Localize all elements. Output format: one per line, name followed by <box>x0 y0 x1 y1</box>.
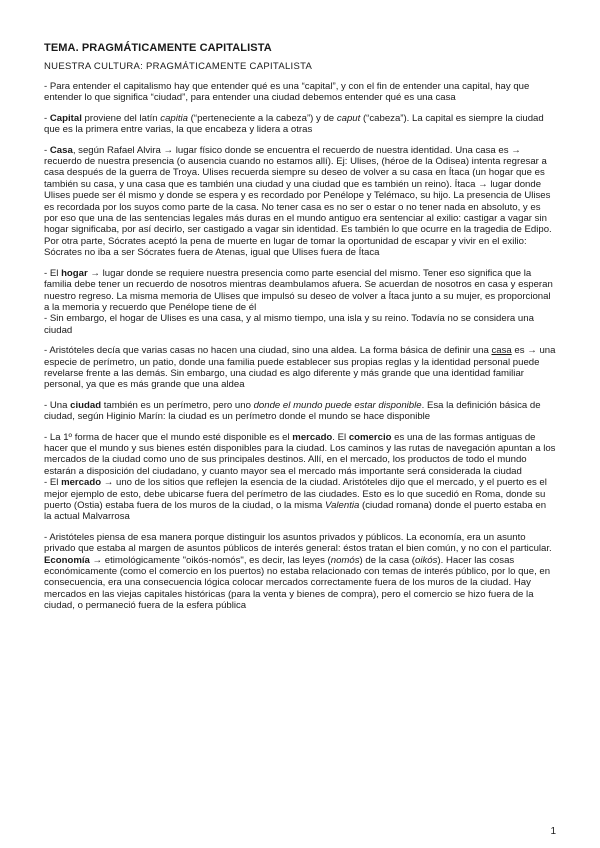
paragraph-hogar-ulises: - Sin embargo, el hogar de Ulises es una casa, y al mismo tiempo, una isla y su reino. Todavía no se considera una ciudad <box>44 313 534 336</box>
paragraph-hogar: - El hogar → lugar donde se requiere nuestra presencia como parte esencial del mismo. Tener eso significa que la familia debe tener un recuerdo de nosotros mientras deambulamos afuera. Se acuerdan de nosotros en casa y esperan nuestro regreso. La misma memoria de Ulises que impulsó su deseo de volver a Ítaca junto a su mujer, es proporcional a la memoria y recuerdo que Penélope tiene de él <box>44 267 553 313</box>
document-subtitle: NUESTRA CULTURA: PRAGMÁTICAMENTE CAPITALISTA <box>44 61 313 72</box>
term-capital: Capital <box>49 112 82 124</box>
paragraph-capital: - Capital proviene del latín capitia (“perteneciente a la cabeza”) y de caput (“cabeza”). La capital es siempre la ciudad que es la primera entre varias, la que encabeza y lidera a otras <box>44 112 544 136</box>
paragraph-economia: - Aristóteles piensa de esa manera porque distinguir los asuntos privados y públicos. La economía, era un asunto privado que estaba al margen de asuntos públicos de interés general: éstos tratan el bien común, y no con el particular. Economía → etimológicamente "oikós-nomós", es decir, las leyes (nomós) de la casa (oikós). Hacer las cosas económicamente (como el comercio en los puertos) no estaba relacionado con temas de interés público, por lo que, en consecuencia, era una consecuencia lógica colocar mercados correctamente fuera de los muros de la ciudad. Hay mercados en las viejas capitales históricas (para la venta y bienes de compra), pero el comercio se hizo fuera de la ciudad, o permaneció fuera de la esfera pública <box>44 531 552 612</box>
paragraph-ciudad: - Una ciudad también es un perímetro, pero uno donde el mundo puede estar disponible. Esa la definición básica de ciudad, según Higinio Marín: la ciudad es un perímetro donde el mundo se hace disponible <box>44 399 541 423</box>
page-number: 1 <box>550 826 556 837</box>
term-mercado-2: mercado <box>61 477 102 489</box>
term-comercio: comercio <box>348 431 392 443</box>
paragraph-mercado-forma: - La 1º forma de hacer que el mundo esté disponible es el mercado. El comercio es una de las formas antiguas de hacer que el mundo y sus bienes estén disponibles para la ciudad. Los caminos y las rutas de navegación apuntan a los mercados de la ciudad como uno de sus principales destinos. Allí, en el mercado, los productos de todo el mundo estarán a disposición del ciudadano, y cuanto mayor sea el mercado más importante será considerada la ciudad <box>44 431 556 477</box>
term-mercado: mercado <box>292 431 333 443</box>
term-casa: Casa <box>49 144 73 156</box>
term-casa-underlined: casa <box>491 345 512 357</box>
paragraph-aristoteles-aldea: - Aristóteles decía que varias casas no hacen una ciudad, sino una aldea. La forma básica de definir una casa es → una especie de perímetro, un patio, donde una familia puede establecer sus propias reglas y la identidad personal puede revelarse frente a las demás. Sin embargo, una ciudad es algo diferente y más grande que una identidad familiar personal, ya que es más grande que una aldea <box>44 345 556 391</box>
paragraph-capitalism-intro: - Para entender el capitalismo hay que entender qué es una “capital”, y con el fin de entender una capital, hay que entender lo que significa “ciudad”, para entender una ciudad debemos entender qué es una casa <box>44 81 530 104</box>
term-hogar: hogar <box>61 267 88 279</box>
term-economia: Economía <box>44 554 90 566</box>
document-title: TEMA. PRAGMÁTICAMENTE CAPITALISTA <box>44 42 272 54</box>
paragraph-casa: - Casa, según Rafael Alvira → lugar físico donde se encuentra el recuerdo de nuestra identidad. Una casa es → recuerdo de nuestra presencia (o ausencia cuando no estamos allí). Ej: Ulises, (héroe de la Odisea) intenta regresar a casa después de la guerra de Troya. Ulises recuerda siempre su deseo de volver a su casa en Ítaca (un hogar que es también su casa, y una casa que es también una ciudad y una ciudad que es también un reino). Ítaca → lugar donde Ulises puede ser él mismo y donde se espera y es recordado por Penélope y Telémaco, su hijo. La presencia de Ulises es recordada por los suyos como parte de la casa. No tener casa es no ser o estar o no tener nada en absoluto, y es por eso que una de las sentencias legales más duras en el mundo antiguo era sentenciar al exilio: castigar a vagar sin hogar significaba, por así decirlo, ser castigado a vagar sin identidad. Es también lo que ocurre en la tragedia de Edipo. Por otra parte, Sócrates aceptó la pena de muerte en lugar de tomar la oportunidad de escapar y vivir en el exilio: Sócrates no iba a ser Sócrates fuera de Atenas, igual que Ulises fuera de Ítaca <box>44 144 552 259</box>
paragraph-mercado-esencia: - El mercado → uno de los sitios que reflejen la esencia de la ciudad. Aristóteles dijo que el mercado, y el puerto es el mejor ejemplo de esto, debe ubicarse fuera del perímetro de las ciudades. Esto es lo que sucedió en Roma, donde su puerto (Ostia) estaba fuera de los muros de la ciudad, o la misma Valentia (ciudad romana) donde el puerto estaba en la actual Malvarrosa <box>44 477 547 523</box>
term-ciudad: ciudad <box>70 399 102 411</box>
